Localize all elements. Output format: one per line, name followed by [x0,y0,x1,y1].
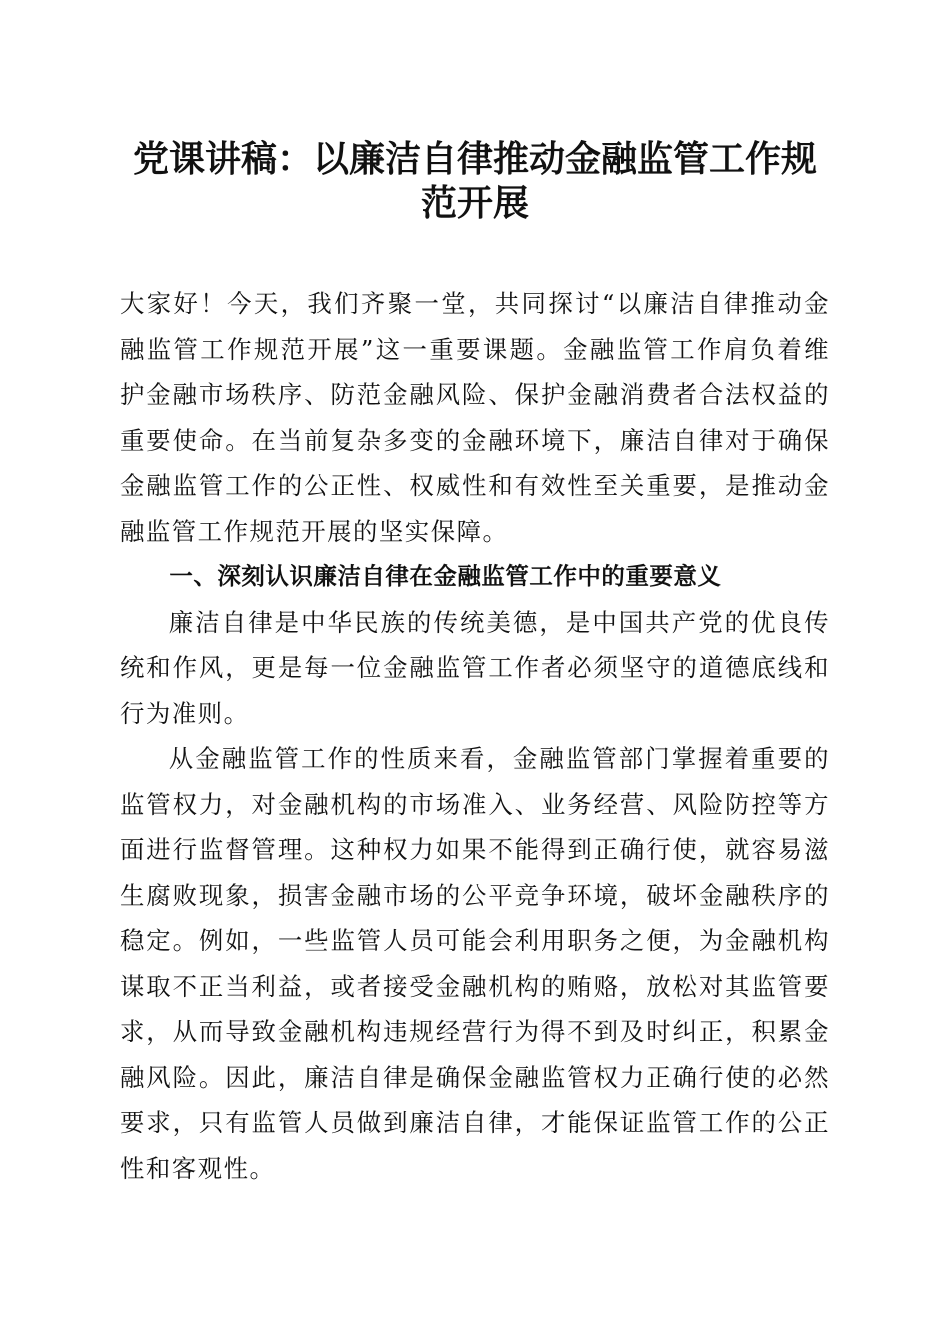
body-paragraph: 从金融监管工作的性质来看，金融监管部门掌握着重要的监管权力，对金融机构的市场准入、业务经营、风险防控等方面进行监督管理。这种权力如果不能得到正确行使，就容易滋生腐败现象，损害金融市场的公平竞争环境，破坏金融秩序的稳定。例如，一些监管人员可能会利用职务之便，为金融机构谋取不正当利益，或者接受金融机构的贿赂，放松对其监管要求，从而导致金融机构违规经营行为得不到及时纠正，积累金融风险。因此，廉洁自律是确保金融监管权力正确行使的必然要求，只有监管人员做到廉洁自律，才能保证监管工作的公正性和客观性。 [120,744,830,1183]
document-title: 党课讲稿：以廉洁自律推动金融监管工作规范开展 [132,138,817,224]
body-paragraph: 廉洁自律是中华民族的传统美德，是中国共产党的优良传统和作风，更是每一位金融监管工作者必须坚守的道德底线和行为准则。 [120,607,830,728]
intro-paragraph: 大家好！今天，我们齐聚一堂，共同探讨“以廉洁自律推动金融监管工作规范开展”这一重要课题。金融监管工作肩负着维护金融市场秩序、防范金融风险、保护金融消费者合法权益的重要使命。在当前复杂多变的金融环境下，廉洁自律对于确保金融监管工作的公正性、权威性和有效性至关重要，是推动金融监管工作规范开展的坚实保障。 [120,289,830,546]
document-page [120,0,830,1191]
document-body [120,281,830,1191]
section-heading: 一、深刻认识廉洁自律在金融监管工作中的重要意义 [169,562,722,590]
